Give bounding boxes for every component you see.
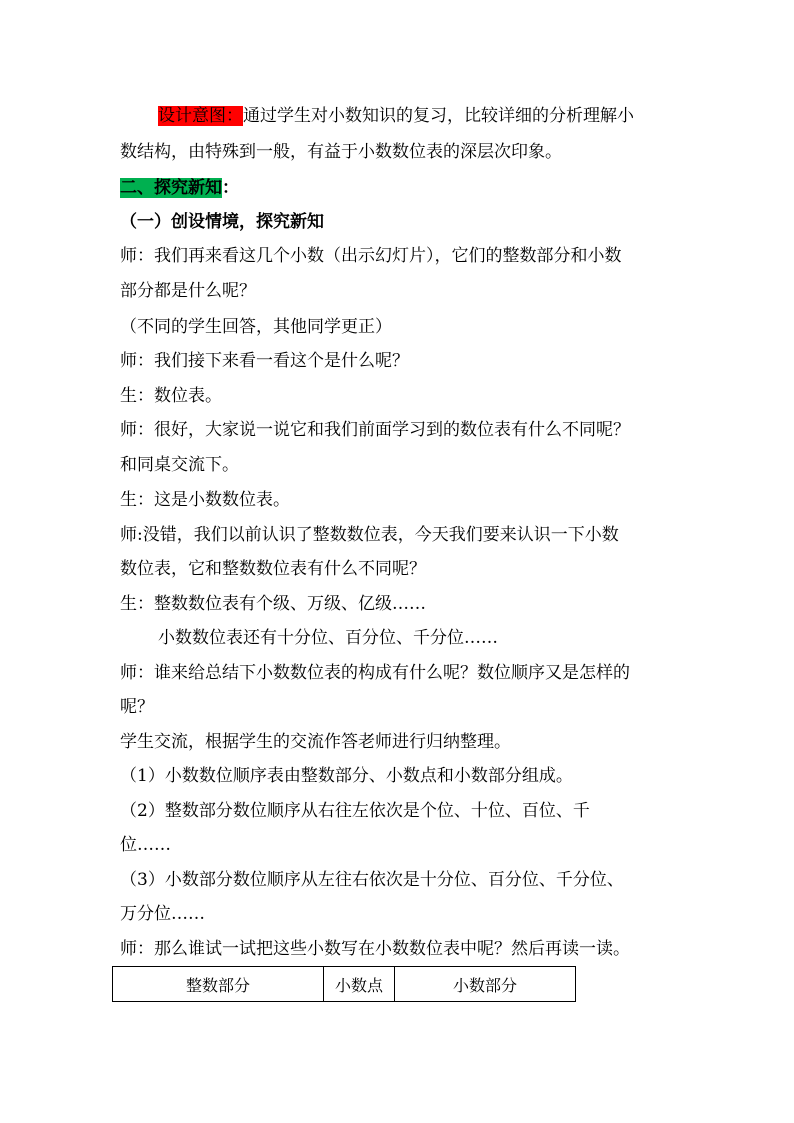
header-decimal-part: 小数部分 — [395, 967, 576, 1002]
section-subtitle: （一）创设情境，探究新知 — [120, 212, 324, 232]
dialogue-line: 生：整数数位表有个级、万级、亿级…… — [120, 594, 426, 614]
design-intent-line-1 — [158, 105, 718, 127]
summary-point-3: （3）小数部分数位顺序从左往右依次是十分位、百分位、千分位、 — [120, 870, 624, 890]
dialogue-line: 部分都是什么呢？ — [120, 281, 256, 301]
dialogue-line: 师：谁来给总结下小数数位表的构成有什么呢？数位顺序又是怎样的 — [120, 663, 630, 683]
design-intent-line-2: 数结构，由特殊到一般，有益于小数数位表的深层次印象。 — [120, 142, 562, 162]
summary-point-1: （1）小数数位顺序表由整数部分、小数点和小数部分组成。 — [120, 766, 573, 786]
summary-point-2: （2）整数部分数位顺序从右往左依次是个位、十位、百位、千 — [120, 801, 590, 821]
header-integer-part: 整数部分 — [113, 967, 324, 1002]
dialogue-line: 师：我们接下来看一看这个是什么呢？ — [120, 351, 409, 371]
dialogue-line: （不同的学生回答，其他同学更正） — [120, 317, 392, 337]
dialogue-line: 数位表，它和整数数位表有什么不同呢？ — [120, 559, 426, 579]
dialogue-line: 师：很好，大家说一说它和我们前面学习到的数位表有什么不同呢？ — [120, 420, 630, 440]
table-header-row — [113, 967, 576, 1002]
design-intent-text-1: 通过学生对小数知识的复习，比较详细的分析理解小 — [243, 106, 634, 126]
summary-point-3-cont: 万分位…… — [120, 904, 205, 924]
dialogue-line: 师：我们再来看这几个小数（出示幻灯片），它们的整数部分和小数 — [120, 246, 622, 266]
header-decimal-point: 小数点 — [324, 967, 395, 1002]
section-heading — [120, 177, 680, 199]
dialogue-line: 呢？ — [120, 697, 154, 717]
dialogue-line: 小数数位表还有十分位、百分位、千分位…… — [158, 628, 498, 648]
dialogue-line: 生：这是小数数位表。 — [120, 490, 290, 510]
dialogue-line: 师:没错，我们以前认识了整数数位表，今天我们要来认识一下小数 — [120, 525, 619, 545]
dialogue-line: 生：数位表。 — [120, 386, 222, 406]
dialogue-line: 和同桌交流下。 — [120, 455, 239, 475]
decimal-place-table — [112, 966, 576, 1002]
section-title-colon: ： — [222, 178, 239, 198]
section-title: 二、探究新知 — [120, 178, 222, 198]
dialogue-line: 学生交流，根据学生的交流作答老师进行归纳整理。 — [120, 732, 511, 752]
design-intent-label: 设计意图： — [158, 106, 243, 126]
summary-point-2-cont: 位…… — [120, 835, 171, 855]
dialogue-line: 师：那么谁试一试把这些小数写在小数数位表中呢？然后再读一读。 — [120, 939, 630, 959]
